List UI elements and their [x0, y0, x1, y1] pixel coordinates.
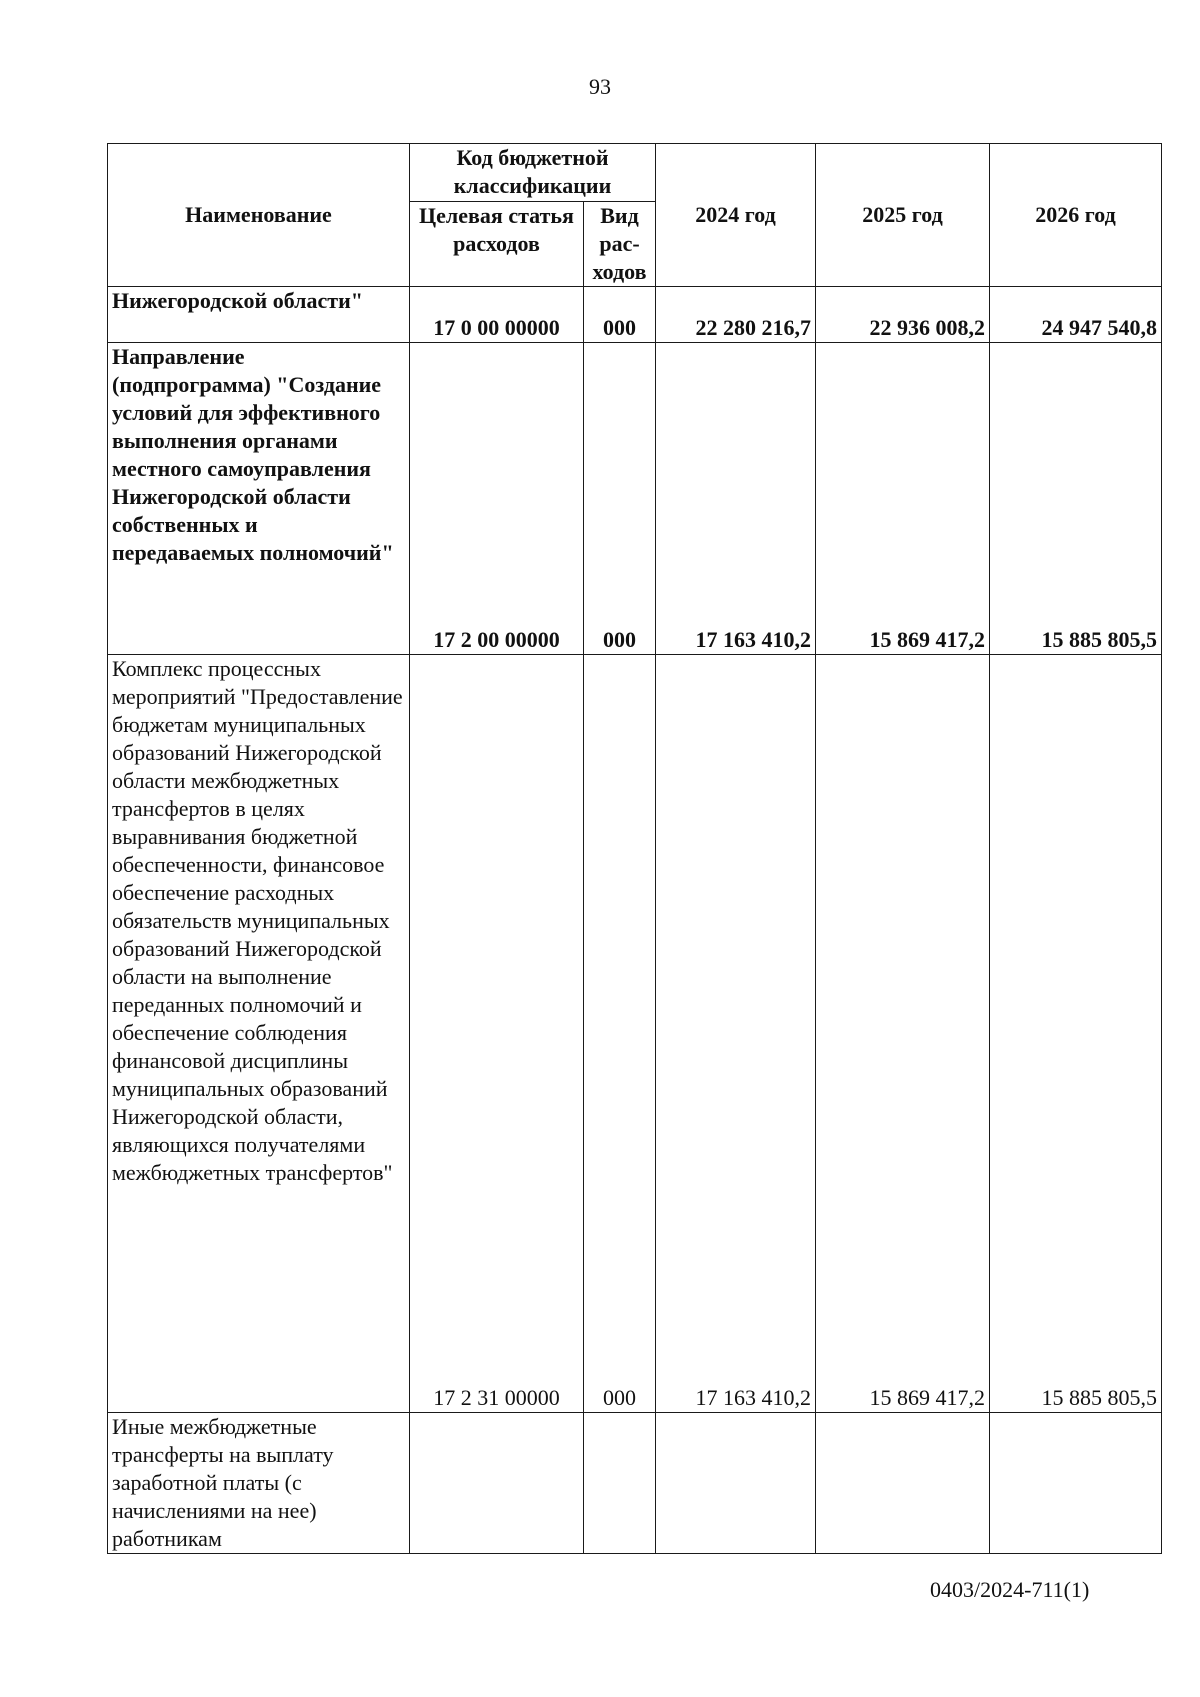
row-name: Нижегородской области": [108, 287, 410, 343]
row-2024: 17 163 410,2: [656, 655, 816, 1413]
budget-table: [107, 143, 1162, 1554]
row-2025: 22 936 008,2: [816, 287, 990, 343]
row-name: Иные межбюджетные трансферты на выплату заработной платы (с начислениями на нее) работникам: [108, 1413, 410, 1554]
row-2026: 15 885 805,5: [990, 343, 1162, 655]
table-row: [108, 343, 1162, 655]
row-2026: 15 885 805,5: [990, 655, 1162, 1413]
row-2024: [656, 1413, 816, 1554]
row-2025: 15 869 417,2: [816, 655, 990, 1413]
page-number: 93: [589, 74, 611, 99]
row-code: 17 2 00 00000: [410, 343, 584, 655]
row-2026: 24 947 540,8: [990, 287, 1162, 343]
row-name: Комплекс процессных мероприятий "Предоставление бюджетам муниципальных образований Нижегородской области межбюджетных трансфертов в целях выравнивания бюджетной обеспеченности, финансовое обеспечение расходных обязательств муниципальных образований Нижегородской области на выполнение переданных полномочий и обеспечение соблюдения финансовой дисциплины муниципальных образований Нижегородской области, являющихся получателями межбюджетных трансфертов": [108, 655, 410, 1413]
table-row: [108, 287, 1162, 343]
table-header-row: [108, 144, 1162, 202]
header-year-2024: 2024 год: [656, 144, 816, 287]
row-type: 000: [584, 287, 656, 343]
header-target-article: Целевая статья расходов: [410, 202, 584, 287]
table-row: [108, 1413, 1162, 1554]
row-code: [410, 1413, 584, 1554]
header-name: Наименование: [108, 144, 410, 287]
row-2026: [990, 1413, 1162, 1554]
row-2024: 22 280 216,7: [656, 287, 816, 343]
row-code: 17 2 31 00000: [410, 655, 584, 1413]
header-year-2025: 2025 год: [816, 144, 990, 287]
row-type: 000: [584, 655, 656, 1413]
row-2024: 17 163 410,2: [656, 343, 816, 655]
row-code: 17 0 00 00000: [410, 287, 584, 343]
table-row: [108, 655, 1162, 1413]
header-year-2026: 2026 год: [990, 144, 1162, 287]
row-2025: [816, 1413, 990, 1554]
header-code-group: Код бюджетной классификации: [410, 144, 656, 202]
row-type: [584, 1413, 656, 1554]
document-code: 0403/2024-711(1): [930, 1577, 1090, 1602]
row-name: Направление (подпрограмма) "Создание условий для эффективного выполнения органами местного самоуправления Нижегородской области собственных и передаваемых полномочий": [108, 343, 410, 655]
header-expense-type: Вид рас-ходов: [584, 202, 656, 287]
row-type: 000: [584, 343, 656, 655]
row-2025: 15 869 417,2: [816, 343, 990, 655]
